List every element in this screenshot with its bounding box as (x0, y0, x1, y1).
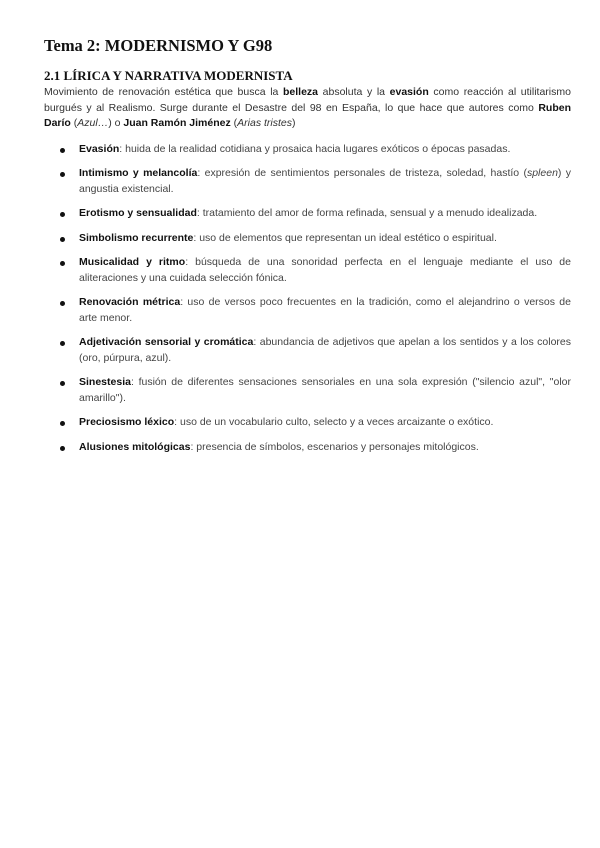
features-list (44, 142, 571, 456)
bullet-icon (60, 148, 65, 153)
feature-desc: : uso de un vocabulario culto, selecto y a veces arcaizante o exótico. (174, 416, 494, 428)
intro-italic-work-azul: Azul… (77, 117, 109, 129)
feature-desc: : huida de la realidad cotidiana y prosaica hacia lugares exóticos o épocas pasadas. (119, 142, 511, 155)
feature-term: Evasión (79, 142, 120, 155)
section-title: 2.1 LÍRICA Y NARRATIVA MODERNISTA (44, 68, 293, 83)
intro-italic-work-arias: Arias tristes (237, 117, 293, 129)
bullet-icon (60, 421, 65, 426)
feature-term: Alusiones mitológicas (79, 440, 191, 453)
feature-term: Sinestesia (79, 376, 131, 388)
feature-desc: : expresión de sentimientos personales de tristeza, soledad, hastío ( (197, 167, 527, 179)
bullet-icon (60, 341, 65, 346)
bullet-icon (60, 261, 65, 266)
feature-desc: : uso de elementos que representan un ideal estético o espiritual. (193, 231, 497, 244)
list-item (44, 166, 571, 197)
intro-text: Movimiento de renovación estética que busca la (44, 86, 283, 98)
list-item (44, 375, 571, 406)
intro-text: como reacción al utilitarismo burgués y al Realismo. Surge durante el Desastre del 98 en España, lo que hace que autores como (44, 86, 571, 114)
intro-paragraph (44, 85, 571, 132)
feature-desc: : búsqueda de una sonoridad perfecta en el lenguaje mediante el uso de aliteraciones y una cuidada selección fónica. (79, 256, 571, 284)
list-item (44, 231, 571, 247)
feature-desc: ) y angustia existencial. (79, 167, 571, 195)
list-item (44, 415, 571, 431)
feature-term: Musicalidad y ritmo (79, 256, 186, 268)
feature-desc: : abundancia de adjetivos que apelan a los sentidos y a los colores (oro, púrpura, azul). (79, 336, 571, 364)
intro-text: ) o (108, 117, 124, 129)
document-page (44, 36, 571, 464)
bullet-icon (60, 446, 65, 451)
feature-desc: : fusión de diferentes sensaciones sensoriales en una sola expresión ("silencio azul", "olor amarillo"). (79, 376, 571, 404)
intro-bold-author-jimenez: Juan Ramón Jiménez (123, 117, 231, 129)
feature-term: Adjetivación sensorial y cromática (79, 336, 254, 348)
feature-term: Intimismo y melancolía (79, 167, 198, 179)
feature-desc: : uso de versos poco frecuentes en la tradición, como el alejandrino o versos de arte menor. (79, 296, 571, 324)
feature-term: Preciosismo léxico (79, 416, 175, 428)
bullet-icon (60, 172, 65, 177)
feature-term: Erotismo y sensualidad (79, 207, 197, 219)
intro-text: ( (230, 117, 238, 129)
list-item (44, 255, 571, 286)
list-item (44, 206, 571, 222)
intro-bold-evasion: evasión (389, 86, 429, 98)
page-title: Tema 2: MODERNISMO Y G98 (44, 36, 273, 55)
list-item (44, 335, 571, 366)
bullet-icon (60, 212, 65, 217)
bullet-icon (60, 381, 65, 386)
bullet-icon (60, 301, 65, 306)
feature-term: Renovación métrica (79, 296, 181, 308)
list-item (44, 440, 571, 456)
feature-italic: spleen (526, 167, 558, 179)
intro-text: ( (70, 117, 78, 129)
feature-term: Simbolismo recurrente (79, 231, 194, 244)
intro-text: ) (292, 117, 296, 129)
bullet-icon (60, 237, 65, 242)
intro-bold-belleza: belleza (283, 86, 319, 98)
intro-bold-author-dario: Ruben Darío (44, 101, 571, 129)
list-item (44, 295, 571, 326)
feature-desc: : presencia de símbolos, escenarios y personajes mitológicos. (190, 440, 479, 453)
feature-desc: : tratamiento del amor de forma refinada, sensual y a menudo idealizada. (196, 207, 538, 219)
intro-text: absoluta y la (318, 86, 390, 98)
list-item (44, 142, 571, 158)
